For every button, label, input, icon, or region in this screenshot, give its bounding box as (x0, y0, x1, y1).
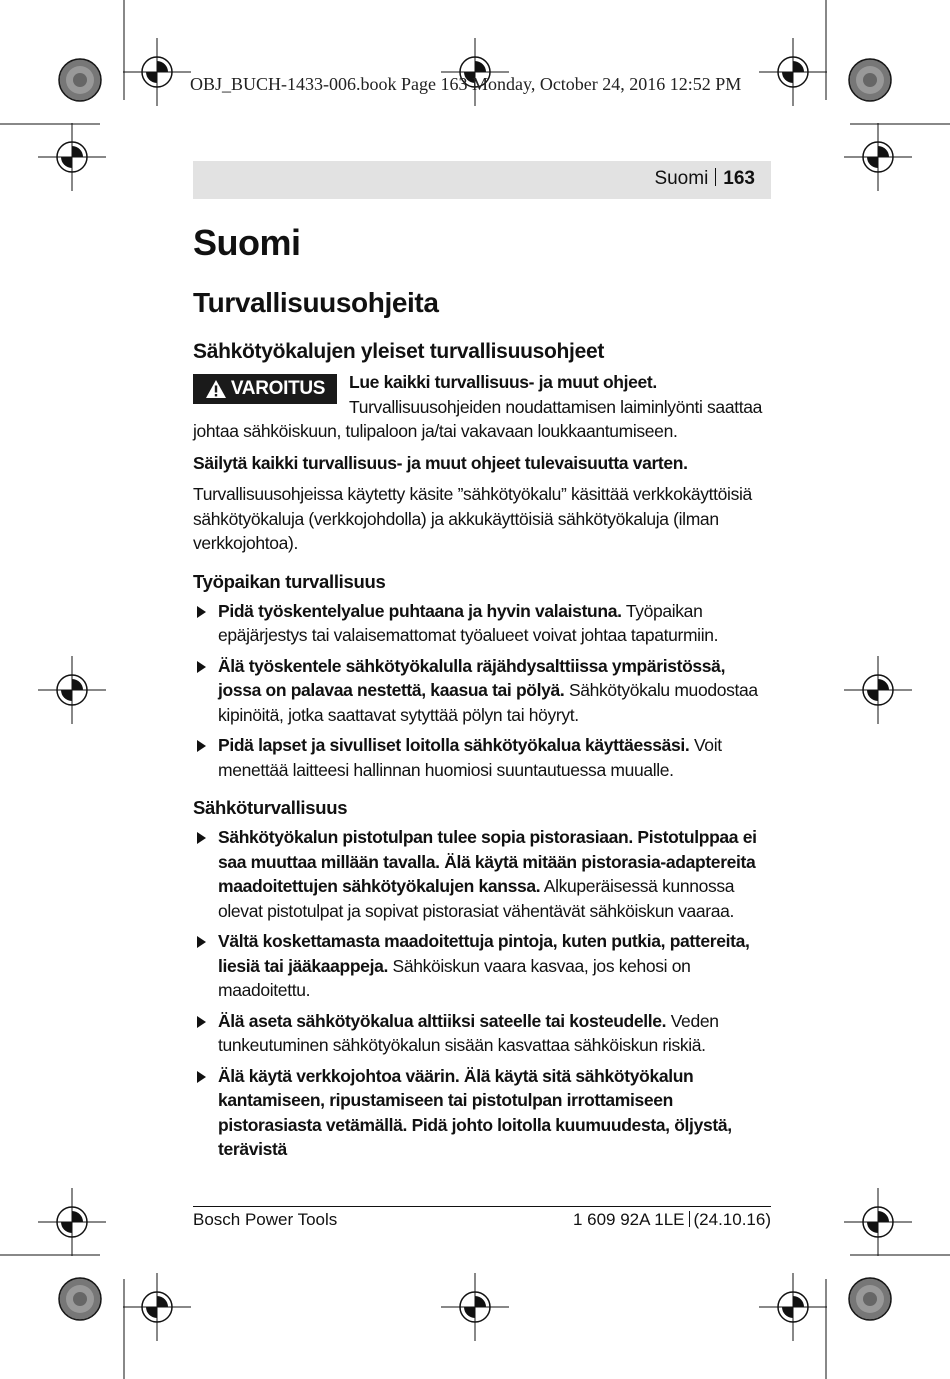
print-slug: OBJ_BUCH-1433-006.book Page 163 Monday, October 24, 2016 12:52 PM (190, 74, 742, 94)
bullet-arrow-icon (197, 1071, 206, 1083)
bullet-arrow-icon (197, 1016, 206, 1028)
item-bold-text: Vältä koskettamasta maadoitettuja pintoja, kuten putkia, pattereita, liesiä tai jääkaappeja. (218, 931, 750, 976)
definition-paragraph: Turvallisuusohjeissa käytetty käsite ”sähkötyökalu” käsittää verkkokäyttöisiä sähkötyökaluja (verkkojohdolla) ja akkukäyttöisiä sähkötyökaluja (ilman verkkojohtoa). (193, 484, 752, 553)
subsection-title: Sähkötyökalujen yleiset turvallisuusohjeet (193, 340, 605, 363)
bullet-arrow-icon (197, 606, 206, 618)
footer-brand: Bosch Power Tools (193, 1210, 338, 1229)
electrical-heading: Sähköturvallisuus (193, 797, 348, 818)
warning-badge (193, 374, 337, 404)
warning-block (193, 370, 771, 444)
page-title: Suomi (193, 222, 301, 263)
footer-date: (24.10.16) (693, 1210, 771, 1229)
bullet-arrow-icon (197, 936, 206, 948)
item-bold-text: Sähkötyökalun pistotulpan tulee sopia pistorasiaan. Pistotulppaa ei saa muuttaa millään tavalla. Älä käytä mitään pistorasia-adaptereita maadoitettujen sähkötyökalujen kanssa. (218, 827, 757, 896)
item-bold-text: Älä työskentele sähkötyökalulla räjähdysalttiissa ympäristössä, jossa on palavaa nestettä, kaasua tai pölyä. (218, 655, 726, 700)
section-title: Turvallisuusohjeita (193, 287, 439, 318)
item-text: Työpaikan epäjärjestys tai valaisemattomat työalueet voivat johtaa tapaturmiin. (218, 600, 719, 645)
list-item (193, 929, 771, 1003)
item-text: Sähkötyökalu muodostaa kipinöitä, jotka saattavat sytyttää pölyn tai höyryt. (218, 680, 758, 725)
item-text: Voit menettää laitteesi hallinnan huomiosi suuntautuessa muualle. (218, 735, 722, 780)
work-area-heading: Työpaikan turvallisuus (193, 570, 386, 592)
page-number: 163 (723, 168, 755, 189)
item-text: Veden tunkeutuminen sähkötyökalun sisään kasvattaa sähköiskun riskiä. (218, 1010, 719, 1055)
list-item (193, 1009, 771, 1058)
keep-instructions-text: Säilytä kaikki turvallisuus- ja muut ohjeet tulevaisuutta varten. (193, 452, 688, 473)
page-header (654, 168, 755, 190)
electrical-list (193, 825, 771, 1162)
footer-doc-number: 1 609 92A 1LE (572, 1210, 685, 1229)
header-language: Suomi (654, 168, 709, 189)
list-item (193, 599, 771, 648)
warning-badge-label: VAROITUS (230, 378, 326, 399)
list-item (193, 1064, 771, 1162)
list-item (193, 654, 771, 728)
bullet-arrow-icon (197, 661, 206, 673)
page-header-bar (193, 161, 771, 199)
footer-separator (689, 1211, 690, 1227)
keep-instructions (193, 451, 771, 476)
item-bold-text: Älä käytä verkkojohtoa väärin. Älä käytä sitä sähkötyökalun kantamiseen, ripustamiseen tai pistotulpan irrottamiseen pistorasiasta vetämällä. Pidä johto loitolla kuumuudesta, öljystä, terävistä (218, 1065, 732, 1159)
item-bold-text: Älä aseta sähkötyökalua alttiiksi sateelle tai kosteudelle. (218, 1010, 667, 1031)
item-bold-text: Pidä lapset ja sivulliset loitolla sähkötyökalua käyttäessäsi. (218, 735, 690, 755)
bullet-arrow-icon (197, 832, 206, 844)
warning-triangle-icon (205, 379, 227, 399)
warning-body-text: Turvallisuusohjeiden noudattamisen laiminlyönti saattaa johtaa sähköiskuun, tulipaloon ja/tai vakavaan loukkaantumiseen. (193, 396, 762, 441)
warning-bold-text: Lue kaikki turvallisuus- ja muut ohjeet. (349, 372, 657, 392)
header-separator (715, 168, 716, 186)
footer-rule (193, 1206, 771, 1207)
item-text: Alkuperäisessä kunnossa olevat pistotulpat ja sopivat pistorasiat vähentävät sähköiskun vaaraa. (218, 876, 735, 921)
footer-doc-info (573, 1210, 771, 1230)
list-item (193, 825, 771, 923)
list-item (193, 733, 771, 782)
item-bold-text: Pidä työskentelyalue puhtaana ja hyvin valaistuna. (218, 600, 622, 621)
bullet-arrow-icon (197, 740, 206, 752)
item-text: Sähköiskun vaara kasvaa, jos kehosi on maadoitettu. (218, 955, 691, 1000)
work-area-list (193, 599, 771, 783)
page-content (193, 222, 771, 1168)
